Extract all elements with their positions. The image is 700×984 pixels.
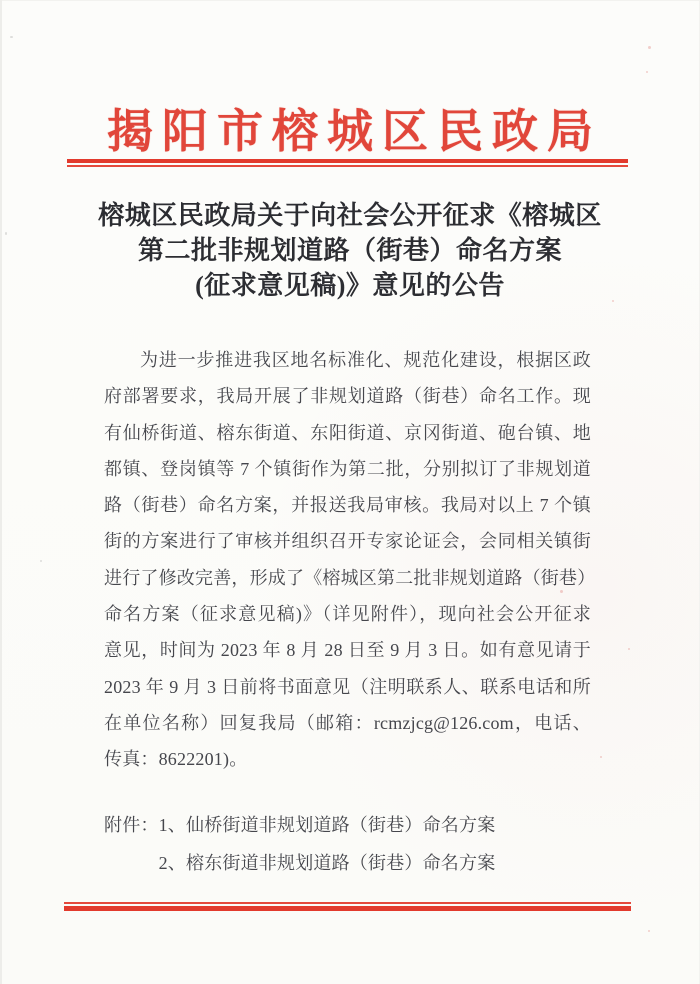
attachments-label: 附件：	[104, 815, 159, 835]
footer-divider	[64, 902, 631, 911]
divider-thick-bar	[67, 159, 628, 163]
scan-speck	[40, 560, 42, 562]
body-line: 府部署要求，我局开展了非规划道路（街巷）命名工作。现	[104, 386, 591, 407]
divider-thin-bar	[67, 165, 628, 167]
body-line: 命名方案（征求意见稿)》（详见附件），现向社会公开征求	[104, 604, 591, 625]
body-line: 2023 年 9 月 3 日前将书面意见（注明联系人、联系电话和所	[104, 676, 591, 697]
scan-speck	[648, 46, 651, 49]
body-line: 路（街巷）命名方案，并报送我局审核。我局对以上 7 个镇	[104, 495, 591, 516]
attachment-item-1: 1、仙桥街道非规划道路（街巷）命名方案	[158, 815, 496, 835]
body-line: 有仙桥街道、榕东街道、东阳街道、京冈街道、砲台镇、地	[104, 422, 591, 443]
scan-speck	[628, 648, 630, 650]
agency-letterhead: 揭阳市榕城区民政局	[107, 106, 602, 157]
body-line: 街的方案进行了审核并组织召开专家论证会，会同相关镇街	[104, 531, 591, 552]
scan-speck	[646, 71, 648, 73]
divider-thin-bar	[64, 902, 631, 904]
document-title	[0, 198, 700, 303]
scan-speck	[648, 930, 650, 932]
scan-speck	[10, 36, 13, 38]
body-line: 传真：8622201)。	[104, 749, 248, 770]
body-line: 都镇、登岗镇等 7 个镇街作为第二批，分别拟订了非规划道	[104, 458, 591, 479]
title-line-3: (征求意见稿)》意见的公告	[195, 271, 505, 300]
title-line-1: 榕城区民政局关于向社会公开征求《榕城区	[98, 201, 602, 230]
attachment-row-1	[104, 806, 495, 844]
attachments-list	[104, 806, 495, 882]
attachment-row-2	[104, 844, 495, 882]
document-body	[104, 342, 596, 778]
title-line-2: 第二批非规划道路（街巷）命名方案	[137, 236, 562, 265]
divider-thick-bar	[64, 906, 631, 911]
body-line: 意见，时间为 2023 年 8 月 28 日至 9 月 3 日。如有意见请于	[104, 640, 591, 661]
body-line: 在单位名称）回复我局（邮箱：rcmzjcg@126.com，电话、	[104, 712, 591, 733]
body-line: 为进一步推进我区地名标准化、规范化建设，根据区政	[140, 350, 591, 370]
letterhead-divider	[67, 159, 628, 167]
attachment-item-2: 2、榕东街道非规划道路（街巷）命名方案	[158, 853, 496, 873]
body-line: 进行了修改完善，形成了《榕城区第二批非规划道路（街巷）	[104, 567, 596, 588]
scan-speck	[600, 756, 602, 758]
